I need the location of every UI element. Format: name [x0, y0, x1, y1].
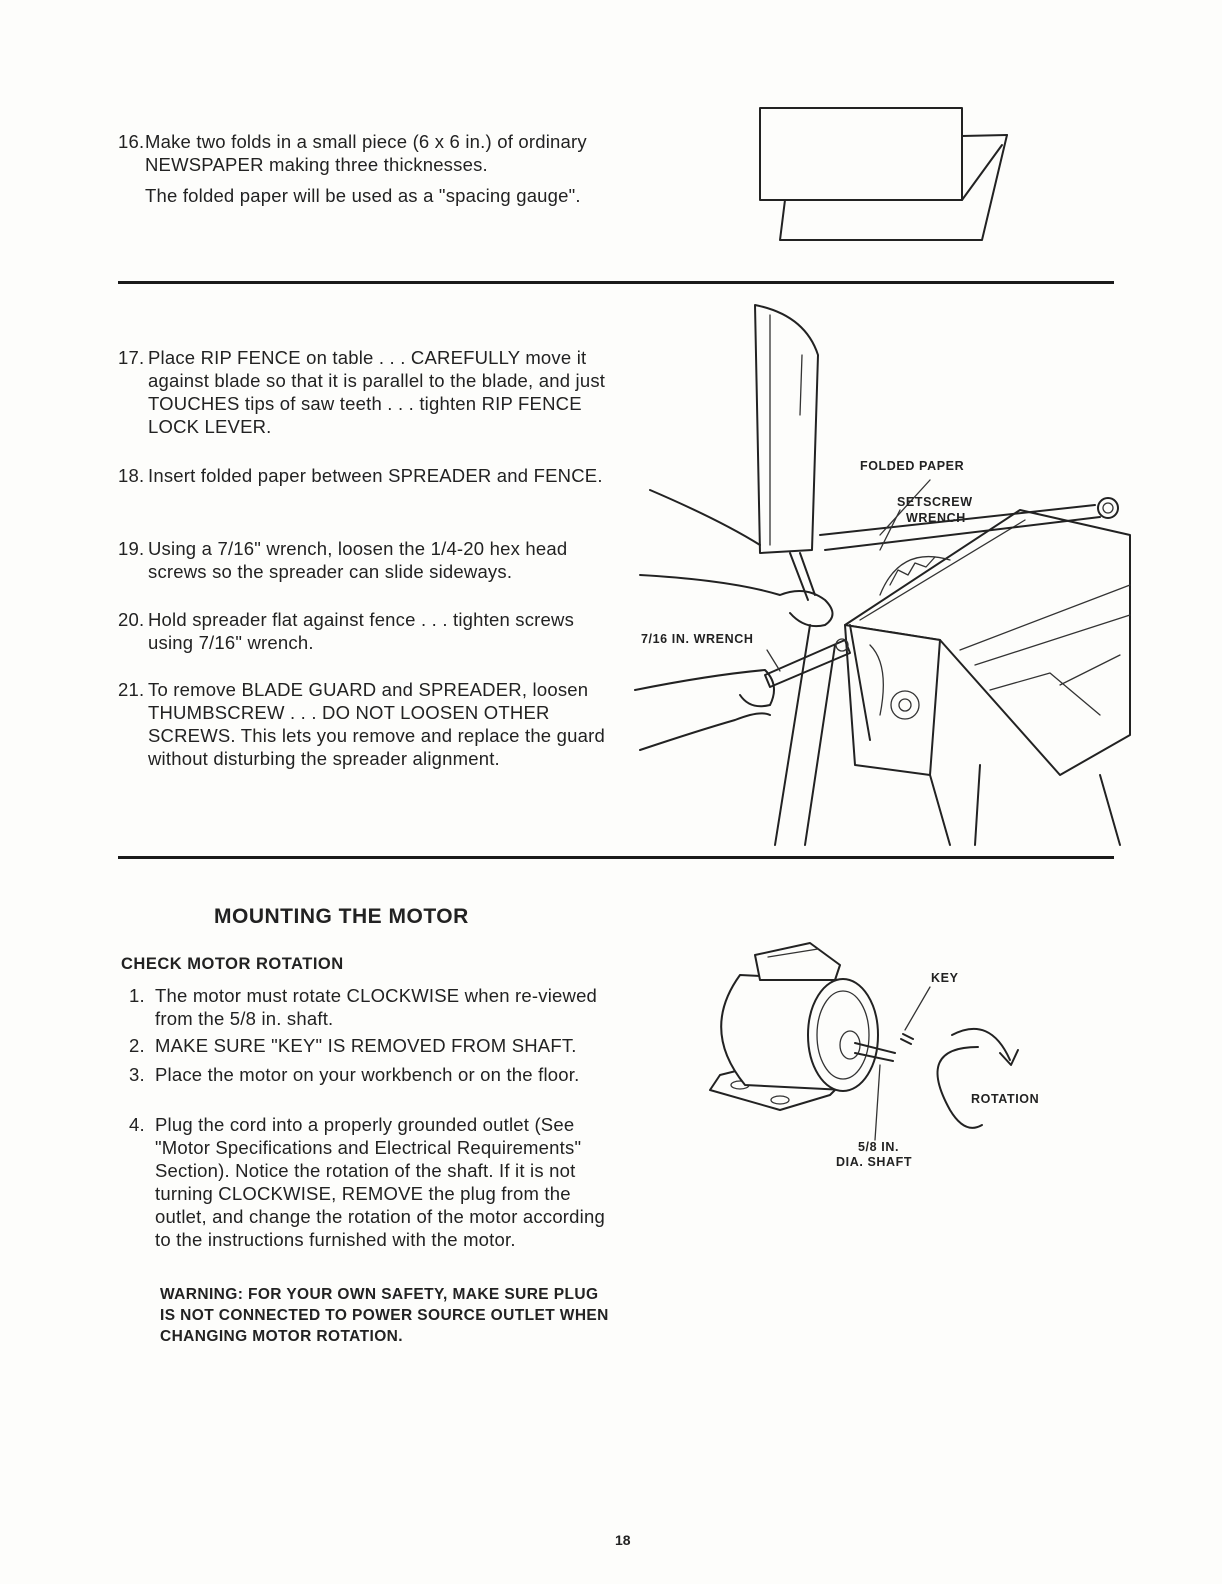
step-number: 2.	[129, 1035, 145, 1056]
step-number: 18.	[118, 465, 145, 486]
step-text: Insert folded paper between SPREADER and FENCE.	[148, 465, 603, 486]
label-shaft-size: 5/8 IN.	[858, 1140, 900, 1154]
step-20	[118, 608, 608, 654]
section-subtitle: CHECK MOTOR ROTATION	[121, 955, 344, 973]
table-saw-illustration	[630, 295, 1130, 850]
divider-top	[118, 281, 1114, 284]
step-number: 4.	[129, 1114, 145, 1135]
motor-step-3	[118, 1063, 608, 1086]
step-text: Plug the cord into a properly grounded outlet (See "Motor Specifications and Electrical Requirements" Section). Notice the rotation of the shaft. If it is not turning CLOCKWISE, REMOVE the plug from the outlet, and change the rotation of the motor according to the instructions furnished with the motor.	[155, 1114, 605, 1250]
label-key: KEY	[931, 971, 959, 985]
step-number: 1.	[129, 985, 145, 1006]
motor-step-2	[118, 1034, 608, 1057]
step-number: 21.	[118, 679, 145, 700]
label-setscrew: SETSCREW	[897, 495, 973, 509]
divider-middle	[118, 856, 1114, 859]
page-number: 18	[615, 1532, 631, 1548]
step-text: Place RIP FENCE on table . . . CAREFULLY move it against blade so that it is parallel to the blade, and just TOUCHES tips of saw teeth . . . tighten RIP FENCE LOCK LEVER.	[148, 347, 606, 437]
label-folded-paper: FOLDED PAPER	[860, 459, 965, 473]
step-text: Make two folds in a small piece (6 x 6 in.) of ordinary NEWSPAPER making three thicknesses.	[145, 131, 587, 175]
safety-warning: WARNING: FOR YOUR OWN SAFETY, MAKE SURE PLUG IS NOT CONNECTED TO POWER SOURCE OUTLET WHEN CHANGING MOTOR ROTATION.	[160, 1286, 609, 1345]
step-text: Place the motor on your workbench or on the floor.	[155, 1064, 580, 1085]
motor-step-1	[118, 984, 608, 1030]
step-number: 16.	[118, 131, 145, 152]
step-number: 19.	[118, 538, 145, 559]
step-text: To remove BLADE GUARD and SPREADER, loosen THUMBSCREW . . . DO NOT LOOSEN OTHER SCREWS. This lets you remove and replace the guard without disturbing the spreader alignment.	[148, 679, 605, 769]
label-setscrew-wrench: WRENCH	[906, 511, 966, 525]
step-17	[118, 346, 608, 438]
step-number: 17.	[118, 347, 145, 368]
step-text: MAKE SURE "KEY" IS REMOVED FROM SHAFT.	[155, 1035, 577, 1056]
folded-paper-illustration	[750, 100, 1020, 250]
label-wrench-size: 7/16 IN. WRENCH	[641, 632, 754, 646]
step-21	[118, 678, 608, 770]
step-number: 3.	[129, 1064, 145, 1085]
step-19	[118, 537, 608, 583]
motor-step-4	[118, 1113, 608, 1251]
step-number: 20.	[118, 609, 145, 630]
step-text: Hold spreader flat against fence . . . tighten screws using 7/16" wrench.	[148, 609, 575, 653]
step-text: The motor must rotate CLOCKWISE when re-viewed from the 5/8 in. shaft.	[155, 985, 598, 1029]
label-shaft: DIA. SHAFT	[836, 1155, 913, 1169]
step-text: Using a 7/16" wrench, loosen the 1/4-20 hex head screws so the spreader can slide sideways.	[148, 538, 568, 582]
step-16	[118, 130, 608, 207]
step-note: The folded paper will be used as a "spacing gauge".	[145, 185, 581, 206]
section-title: MOUNTING THE MOTOR	[214, 905, 469, 928]
step-18	[118, 464, 608, 487]
label-rotation: ROTATION	[971, 1092, 1040, 1106]
